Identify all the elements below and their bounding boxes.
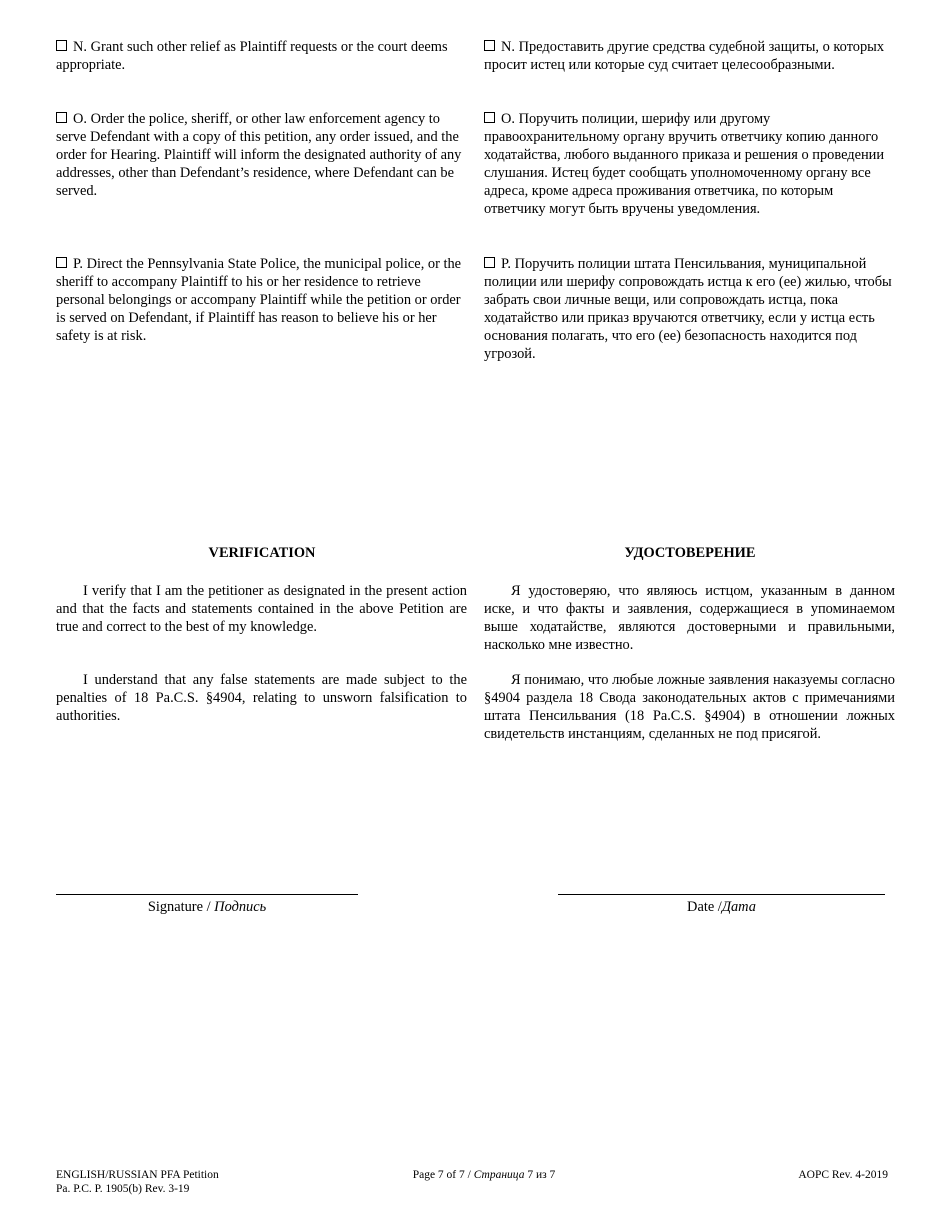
footer-page-ru-word: Страница — [473, 1169, 525, 1181]
signature-line[interactable] — [56, 894, 358, 895]
relief-item-o-en — [56, 110, 468, 200]
date-line[interactable] — [558, 894, 885, 895]
footer-form-name: ENGLISH/RUSSIAN PFA Petition — [56, 1169, 219, 1181]
relief-item-o-ru — [484, 110, 896, 218]
date-label — [558, 898, 885, 916]
checkbox-n-en[interactable] — [56, 40, 67, 51]
relief-item-n-en-text: N. Grant such other relief as Plaintiff requests or the court deems appropriate. — [56, 39, 448, 73]
checkbox-o-en[interactable] — [56, 112, 67, 123]
footer-revision: AOPC Rev. 4-2019 — [798, 1169, 888, 1181]
checkbox-p-en[interactable] — [56, 257, 67, 268]
footer-rule: Pa. P.C. P. 1905(b) Rev. 3-19 — [56, 1183, 190, 1195]
relief-item-n-ru-text: N. Предоставить другие средства судебной защиты, о которых просит истец или которые суд считает целесообразными. — [484, 39, 885, 73]
relief-item-p-en — [56, 255, 468, 345]
checkbox-o-ru[interactable] — [484, 112, 495, 123]
footer-page-number — [384, 1168, 584, 1182]
footer-page-en: Page 7 of 7 / — [412, 1169, 471, 1181]
footer-page-ru-rest: 7 из 7 — [527, 1169, 556, 1181]
relief-item-o-ru-text: O. Поручить полиции, шерифу или другому правоохранительному органу вручить ответчику копию данного ходатайства, любого выданного приказа и решения о проведении слушания. Истец будет сообщать уполномоченному органу все адреса, кроме адреса проживания ответчика, по которым ответчику могут быть вручены уведомления. — [484, 111, 885, 217]
date-label-en: Date / — [687, 899, 722, 915]
footer-left — [56, 1168, 219, 1196]
verification-para1-en: I verify that I am the petitioner as designated in the present action and that the facts and statements contained in the above Petition are true and correct to the best of my knowledge. — [56, 583, 467, 635]
relief-item-n-ru — [484, 38, 896, 74]
relief-item-p-en-text: P. Direct the Pennsylvania State Police, the municipal police, or the sheriff to accompany Plaintiff to his or her residence to retrieve personal belongings or accompany Plaintiff while the petition or order is served on Defendant, if Plaintiff has reason to believe his or her safety is at risk. — [56, 256, 462, 344]
verification-para1-ru: Я удостоверяю, что являюсь истцом, указанным в данном иске, и что факты и заявления, содержащиеся в упоминаемом выше ходатайстве, являются достоверными и правильными, насколько мне известно. — [484, 583, 895, 653]
date-label-ru: Дата — [721, 899, 756, 915]
checkbox-n-ru[interactable] — [484, 40, 495, 51]
verification-para2-en: I understand that any false statements are made subject to the penalties of 18 Pa.C.S. §4904, relating to unsworn falsification to authorities. — [56, 672, 467, 724]
relief-item-p-ru-text: P. Поручить полиции штата Пенсильвания, муниципальной полиции или шерифу сопровождать истца к его (ее) жилью, чтобы забрать свои личные вещи, или сопровождать истца, пока ходатайство или приказ вручаются ответчику, если у истца есть основания полагать, что его (ее) безопасность находится под угрозой. — [484, 256, 892, 362]
signature-label-ru: Подпись — [214, 899, 267, 915]
signature-label — [56, 898, 358, 916]
relief-item-o-en-text: O. Order the police, sheriff, or other law enforcement agency to serve Defendant with a copy of this petition, any order issued, and the order for Hearing. Plaintiff will inform the designated authority of any addresses, other than Defendant’s residence, where Defendant can be served. — [56, 111, 462, 199]
relief-item-n-en — [56, 38, 468, 74]
checkbox-p-ru[interactable] — [484, 257, 495, 268]
relief-item-p-ru — [484, 255, 896, 363]
verification-title-ru: УДОСТОВЕРЕНИЕ — [624, 545, 756, 561]
verification-para2-ru: Я понимаю, что любые ложные заявления наказуемы согласно §4904 раздела 18 Свода законодательных актов с примечаниями штата Пенсильвания (18 Pa.C.S. §4904) в отношении ложных свидетельств инстанциям, сделанных не под присягой. — [484, 672, 895, 742]
signature-label-en: Signature / — [147, 899, 211, 915]
verification-title-en: VERIFICATION — [208, 545, 316, 561]
